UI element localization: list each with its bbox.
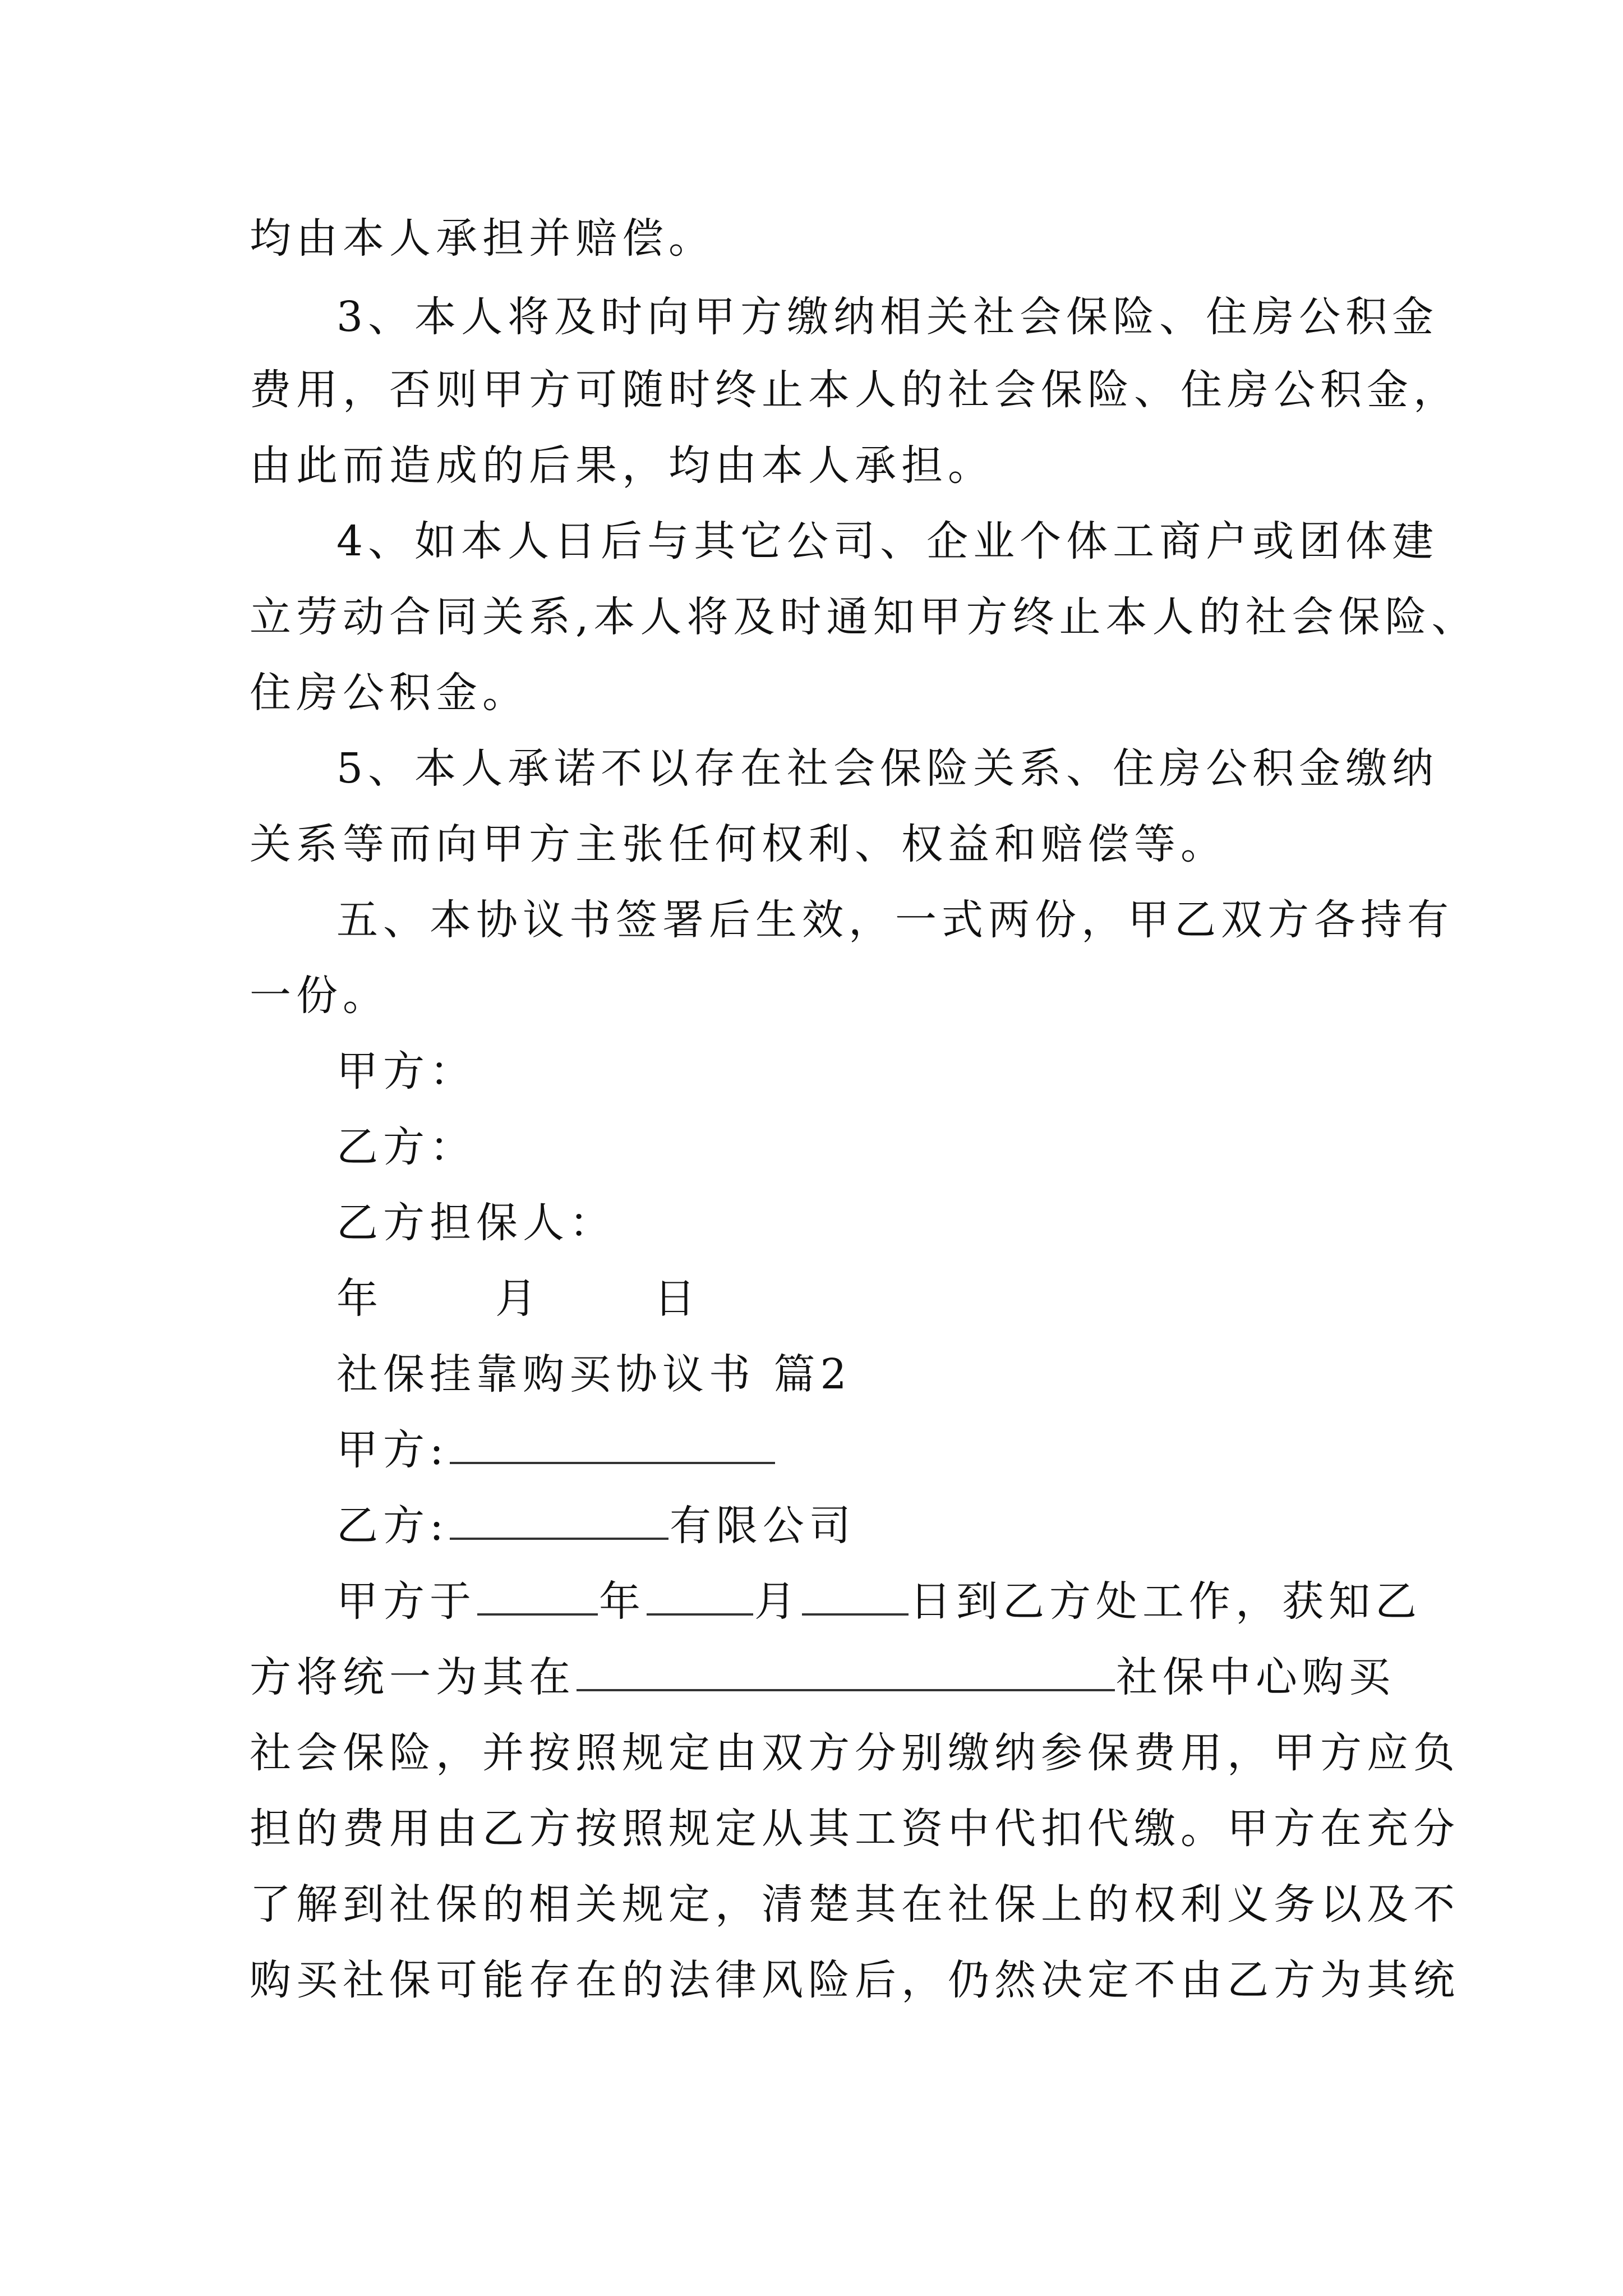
para2-text: 年	[599, 1577, 645, 1626]
party-b-suffix: 有限公司	[669, 1502, 856, 1550]
party-a-line	[336, 1419, 1481, 1481]
party-b-line	[336, 1495, 1481, 1557]
party-b-blank	[450, 1499, 668, 1540]
section-title: 社保挂靠购买协议书 篇2	[336, 1350, 852, 1398]
para2-line6: 购买社保可能存在的法律风险后，仍然决定不由乙方为其统	[250, 1956, 1460, 2004]
date-month: 月	[495, 1274, 542, 1323]
location-blank	[577, 1651, 1115, 1691]
date-year: 年	[336, 1274, 383, 1323]
para2-text: 日到乙方处工作，获知乙	[910, 1577, 1422, 1626]
text-line: 费用，否则甲方可随时终止本人的社会保险、住房公积金，	[250, 366, 1460, 414]
para2-text: 社保中心购买	[1116, 1653, 1395, 1701]
party-a-blank	[450, 1424, 775, 1464]
text-line: 均由本人承担并赔偿。	[250, 214, 715, 263]
text-line: 由此而造成的后果，均由本人承担。	[250, 441, 994, 490]
party-a-label: 甲方:	[336, 1426, 449, 1474]
para2-line5: 了解到社保的相关规定，清楚其在社保上的权利义务以及不	[250, 1880, 1460, 1929]
day-blank	[802, 1575, 909, 1616]
text-line: 关系等而向甲方主张任何权利、权益和赔偿等。	[250, 820, 1227, 868]
date-day: 日	[654, 1274, 700, 1323]
text-line: 3、本人将及时向甲方缴纳相关社会保险、住房公积金	[336, 293, 1439, 341]
para2-text: 月	[754, 1577, 801, 1626]
signature-guarantor: 乙方担保人：	[336, 1199, 616, 1247]
signature-party-a: 甲方：	[336, 1047, 476, 1096]
para2-line4: 担的费用由乙方按照规定从其工资中代扣代缴。甲方在充分	[250, 1805, 1460, 1853]
text-line: 立劳动合同关系,本人将及时通知甲方终止本人的社会保险、	[250, 593, 1478, 641]
para2-text: 方将统一为其在	[250, 1653, 575, 1701]
text-line: 一份。	[250, 972, 389, 1020]
para2-line2	[250, 1646, 1394, 1708]
party-b-label: 乙方:	[336, 1502, 449, 1550]
text-line: 住房公积金。	[250, 669, 529, 717]
text-line: 5、本人承诺不以存在社会保险关系、住房公积金缴纳	[336, 744, 1439, 793]
year-blank	[477, 1575, 598, 1616]
signature-party-b: 乙方：	[336, 1123, 476, 1171]
text-line: 五、本协议书签署后生效，一式两份，甲乙双方各持有	[336, 896, 1454, 944]
para2-line1	[336, 1571, 1481, 1632]
para2-line3: 社会保险，并按照规定由双方分别缴纳参保费用，甲方应负	[250, 1729, 1460, 1777]
text-line: 4、如本人日后与其它公司、企业个体工商户或团体建	[336, 517, 1439, 565]
para2-text: 甲方于	[336, 1577, 476, 1626]
date-line	[336, 1268, 1481, 1329]
month-blank	[647, 1575, 753, 1616]
